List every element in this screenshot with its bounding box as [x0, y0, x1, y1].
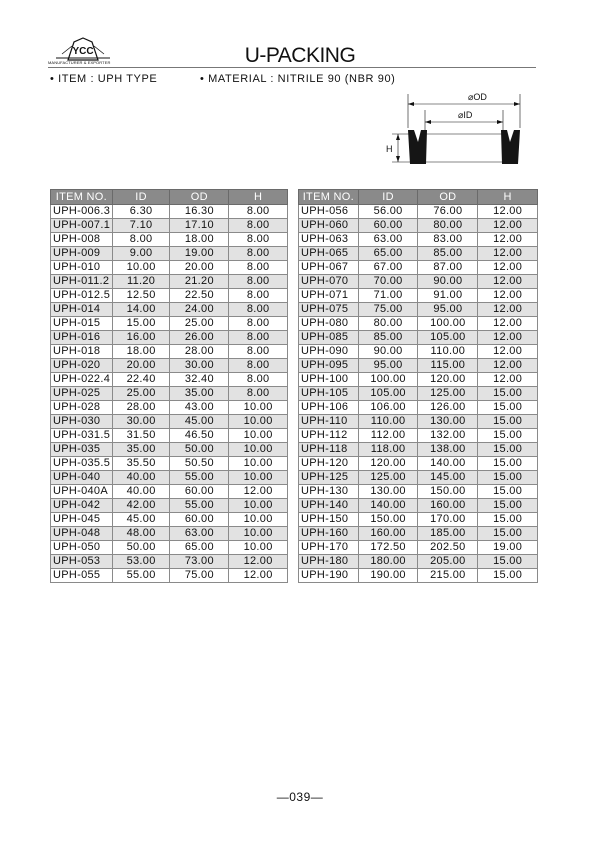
table-row: [51, 233, 288, 247]
item-no-cell: UPH-190: [299, 569, 359, 583]
table-row: [299, 541, 538, 555]
item-no-cell: UPH-015: [51, 317, 113, 331]
id-cell: 8.00: [112, 233, 170, 247]
h-cell: 8.00: [229, 345, 288, 359]
id-cell: 7.10: [112, 219, 170, 233]
item-no-cell: UPH-100: [299, 373, 359, 387]
h-cell: 12.00: [478, 261, 538, 275]
id-cell: 85.00: [358, 331, 418, 345]
id-cell: 53.00: [112, 555, 170, 569]
id-cell: 48.00: [112, 527, 170, 541]
h-cell: 12.00: [478, 205, 538, 219]
column-header-id: ID: [358, 190, 418, 205]
table-row: [51, 275, 288, 289]
id-cell: 11.20: [112, 275, 170, 289]
table-row: [299, 499, 538, 513]
table-row: [299, 289, 538, 303]
table-row: [299, 205, 538, 219]
item-no-cell: UPH-020: [51, 359, 113, 373]
table-row: [51, 359, 288, 373]
table-row: [299, 429, 538, 443]
h-cell: 19.00: [478, 541, 538, 555]
od-cell: 63.00: [170, 527, 229, 541]
table-row: [51, 289, 288, 303]
od-cell: 32.40: [170, 373, 229, 387]
od-cell: 76.00: [418, 205, 478, 219]
item-no-cell: UPH-010: [51, 261, 113, 275]
table-row: [299, 527, 538, 541]
od-cell: 35.00: [170, 387, 229, 401]
od-cell: 65.00: [170, 541, 229, 555]
h-cell: 12.00: [229, 555, 288, 569]
id-cell: 71.00: [358, 289, 418, 303]
u-packing-cross-section-diagram: [370, 88, 540, 178]
h-cell: 10.00: [229, 401, 288, 415]
table-row: [51, 317, 288, 331]
h-cell: 10.00: [229, 541, 288, 555]
item-no-cell: UPH-018: [51, 345, 113, 359]
table-row: [299, 415, 538, 429]
od-cell: 28.00: [170, 345, 229, 359]
id-cell: 40.00: [112, 471, 170, 485]
h-cell: 15.00: [478, 555, 538, 569]
item-no-cell: UPH-012.5: [51, 289, 113, 303]
table-row: [299, 569, 538, 583]
od-cell: 26.00: [170, 331, 229, 345]
table-row: [299, 275, 538, 289]
table-row: [299, 317, 538, 331]
item-no-cell: UPH-035.5: [51, 457, 113, 471]
item-type: • ITEM : UPH TYPE: [50, 73, 158, 85]
h-cell: 12.00: [478, 331, 538, 345]
item-no-cell: UPH-085: [299, 331, 359, 345]
h-cell: 12.00: [229, 569, 288, 583]
item-no-cell: UPH-130: [299, 485, 359, 499]
table-row: [51, 499, 288, 513]
table-row: [299, 331, 538, 345]
page-title: U-PACKING: [244, 44, 356, 67]
h-cell: 12.00: [478, 219, 538, 233]
h-cell: 10.00: [229, 499, 288, 513]
id-cell: 15.00: [112, 317, 170, 331]
id-cell: 56.00: [358, 205, 418, 219]
h-cell: 12.00: [478, 233, 538, 247]
item-no-cell: UPH-090: [299, 345, 359, 359]
id-cell: 55.00: [112, 569, 170, 583]
item-no-cell: UPH-045: [51, 513, 113, 527]
od-cell: 16.30: [170, 205, 229, 219]
table-row: [51, 261, 288, 275]
table-row: [299, 387, 538, 401]
item-no-cell: UPH-035: [51, 443, 113, 457]
od-cell: 50.00: [170, 443, 229, 457]
h-cell: 12.00: [478, 317, 538, 331]
item-no-cell: UPH-150: [299, 513, 359, 527]
h-cell: 8.00: [229, 303, 288, 317]
od-cell: 100.00: [418, 317, 478, 331]
h-cell: 8.00: [229, 219, 288, 233]
table-row: [299, 373, 538, 387]
id-cell: 63.00: [358, 233, 418, 247]
h-cell: 8.00: [229, 331, 288, 345]
od-cell: 25.00: [170, 317, 229, 331]
od-cell: 17.10: [170, 219, 229, 233]
od-cell: 91.00: [418, 289, 478, 303]
item-no-cell: UPH-040A: [51, 485, 113, 499]
table-row: [299, 401, 538, 415]
id-cell: 60.00: [358, 219, 418, 233]
id-cell: 112.00: [358, 429, 418, 443]
od-cell: 30.00: [170, 359, 229, 373]
table-header-row: [51, 190, 288, 205]
id-cell: 70.00: [358, 275, 418, 289]
od-cell: 80.00: [418, 219, 478, 233]
id-cell: 20.00: [112, 359, 170, 373]
column-header-h: H: [478, 190, 538, 205]
id-cell: 42.00: [112, 499, 170, 513]
item-no-cell: UPH-031.5: [51, 429, 113, 443]
od-cell: 45.00: [170, 415, 229, 429]
table-row: [299, 359, 538, 373]
h-cell: 10.00: [229, 513, 288, 527]
od-cell: 170.00: [418, 513, 478, 527]
item-no-cell: UPH-007.1: [51, 219, 113, 233]
h-cell: 12.00: [478, 275, 538, 289]
od-cell: 185.00: [418, 527, 478, 541]
item-no-cell: UPH-065: [299, 247, 359, 261]
h-cell: 15.00: [478, 387, 538, 401]
id-cell: 12.50: [112, 289, 170, 303]
column-header-h: H: [229, 190, 288, 205]
item-no-cell: UPH-170: [299, 541, 359, 555]
id-cell: 172.50: [358, 541, 418, 555]
h-cell: 10.00: [229, 471, 288, 485]
table-row: [51, 485, 288, 499]
table-row: [51, 247, 288, 261]
id-cell: 106.00: [358, 401, 418, 415]
table-row: [51, 569, 288, 583]
item-no-cell: UPH-118: [299, 443, 359, 457]
od-cell: 19.00: [170, 247, 229, 261]
h-cell: 10.00: [229, 457, 288, 471]
item-no-cell: UPH-055: [51, 569, 113, 583]
h-cell: 15.00: [478, 569, 538, 583]
size-table-right: [298, 189, 538, 583]
h-cell: 12.00: [229, 485, 288, 499]
item-no-cell: UPH-106: [299, 401, 359, 415]
table-row: [51, 527, 288, 541]
id-cell: 6.30: [112, 205, 170, 219]
od-cell: 115.00: [418, 359, 478, 373]
item-no-cell: UPH-071: [299, 289, 359, 303]
item-no-cell: UPH-053: [51, 555, 113, 569]
od-cell: 60.00: [170, 513, 229, 527]
table-row: [299, 513, 538, 527]
h-cell: 15.00: [478, 457, 538, 471]
item-no-cell: UPH-056: [299, 205, 359, 219]
table-row: [51, 387, 288, 401]
h-cell: 8.00: [229, 289, 288, 303]
item-no-cell: UPH-014: [51, 303, 113, 317]
item-no-cell: UPH-063: [299, 233, 359, 247]
id-cell: 14.00: [112, 303, 170, 317]
id-cell: 67.00: [358, 261, 418, 275]
od-cell: 138.00: [418, 443, 478, 457]
title-divider: [48, 67, 536, 68]
column-header-od: OD: [418, 190, 478, 205]
table-row: [299, 233, 538, 247]
od-cell: 130.00: [418, 415, 478, 429]
item-no-cell: UPH-095: [299, 359, 359, 373]
id-cell: 118.00: [358, 443, 418, 457]
id-cell: 40.00: [112, 485, 170, 499]
h-cell: 8.00: [229, 373, 288, 387]
table-row: [51, 429, 288, 443]
od-cell: 90.00: [418, 275, 478, 289]
item-no-cell: UPH-160: [299, 527, 359, 541]
od-cell: 105.00: [418, 331, 478, 345]
od-cell: 46.50: [170, 429, 229, 443]
id-cell: 22.40: [112, 373, 170, 387]
id-cell: 75.00: [358, 303, 418, 317]
item-no-cell: UPH-022.4: [51, 373, 113, 387]
od-cell: 126.00: [418, 401, 478, 415]
table-row: [51, 513, 288, 527]
item-no-cell: UPH-140: [299, 499, 359, 513]
item-no-cell: UPH-080: [299, 317, 359, 331]
h-cell: 8.00: [229, 387, 288, 401]
h-cell: 8.00: [229, 205, 288, 219]
od-cell: 132.00: [418, 429, 478, 443]
item-no-cell: UPH-040: [51, 471, 113, 485]
table-row: [299, 443, 538, 457]
item-no-cell: UPH-025: [51, 387, 113, 401]
table-row: [299, 247, 538, 261]
id-cell: 180.00: [358, 555, 418, 569]
table-row: [51, 555, 288, 569]
h-cell: 15.00: [478, 443, 538, 457]
od-cell: 87.00: [418, 261, 478, 275]
od-cell: 73.00: [170, 555, 229, 569]
od-cell: 43.00: [170, 401, 229, 415]
id-cell: 35.50: [112, 457, 170, 471]
logo-text: YCC: [72, 46, 94, 57]
table-row: [299, 555, 538, 569]
h-cell: 8.00: [229, 275, 288, 289]
id-cell: 150.00: [358, 513, 418, 527]
id-cell: 95.00: [358, 359, 418, 373]
item-no-cell: UPH-075: [299, 303, 359, 317]
od-cell: 125.00: [418, 387, 478, 401]
h-cell: 12.00: [478, 345, 538, 359]
table-row: [299, 303, 538, 317]
table-row: [299, 485, 538, 499]
id-cell: 100.00: [358, 373, 418, 387]
id-cell: 9.00: [112, 247, 170, 261]
od-cell: 55.00: [170, 499, 229, 513]
h-cell: 10.00: [229, 415, 288, 429]
od-cell: 160.00: [418, 499, 478, 513]
table-row: [51, 373, 288, 387]
item-no-cell: UPH-120: [299, 457, 359, 471]
id-cell: 125.00: [358, 471, 418, 485]
column-header-id: ID: [112, 190, 170, 205]
h-cell: 15.00: [478, 513, 538, 527]
h-cell: 12.00: [478, 289, 538, 303]
h-cell: 15.00: [478, 485, 538, 499]
item-no-cell: UPH-060: [299, 219, 359, 233]
id-cell: 110.00: [358, 415, 418, 429]
h-cell: 15.00: [478, 471, 538, 485]
id-cell: 30.00: [112, 415, 170, 429]
id-cell: 130.00: [358, 485, 418, 499]
table-row: [51, 303, 288, 317]
table-row: [51, 457, 288, 471]
h-cell: 8.00: [229, 247, 288, 261]
table-row: [299, 345, 538, 359]
id-label: ⌀ID: [458, 110, 473, 120]
id-cell: 16.00: [112, 331, 170, 345]
od-cell: 75.00: [170, 569, 229, 583]
table-row: [299, 457, 538, 471]
table-row: [51, 443, 288, 457]
column-header-od: OD: [170, 190, 229, 205]
od-label: ⌀OD: [468, 92, 487, 102]
h-cell: 8.00: [229, 317, 288, 331]
column-header-item-no: ITEM NO.: [299, 190, 359, 205]
column-header-item-no: ITEM NO.: [51, 190, 113, 205]
size-table-left: [50, 189, 288, 583]
item-no-cell: UPH-180: [299, 555, 359, 569]
h-cell: 8.00: [229, 359, 288, 373]
id-cell: 28.00: [112, 401, 170, 415]
table-row: [299, 471, 538, 485]
table-row: [299, 219, 538, 233]
item-no-cell: UPH-028: [51, 401, 113, 415]
table-row: [51, 219, 288, 233]
h-cell: 10.00: [229, 429, 288, 443]
od-cell: 95.00: [418, 303, 478, 317]
id-cell: 10.00: [112, 261, 170, 275]
item-no-cell: UPH-030: [51, 415, 113, 429]
h-cell: 12.00: [478, 303, 538, 317]
item-no-cell: UPH-008: [51, 233, 113, 247]
table-row: [51, 401, 288, 415]
h-cell: 12.00: [478, 373, 538, 387]
item-no-cell: UPH-050: [51, 541, 113, 555]
od-cell: 55.00: [170, 471, 229, 485]
item-no-cell: UPH-112: [299, 429, 359, 443]
h-cell: 15.00: [478, 415, 538, 429]
id-cell: 80.00: [358, 317, 418, 331]
id-cell: 105.00: [358, 387, 418, 401]
h-cell: 10.00: [229, 443, 288, 457]
od-cell: 215.00: [418, 569, 478, 583]
id-cell: 120.00: [358, 457, 418, 471]
h-cell: 15.00: [478, 429, 538, 443]
table-row: [51, 471, 288, 485]
h-cell: 15.00: [478, 401, 538, 415]
page-number: —039—: [276, 790, 324, 804]
table-row: [51, 205, 288, 219]
item-no-cell: UPH-011.2: [51, 275, 113, 289]
h-cell: 10.00: [229, 527, 288, 541]
od-cell: 150.00: [418, 485, 478, 499]
od-cell: 21.20: [170, 275, 229, 289]
od-cell: 202.50: [418, 541, 478, 555]
od-cell: 24.00: [170, 303, 229, 317]
id-cell: 65.00: [358, 247, 418, 261]
id-cell: 18.00: [112, 345, 170, 359]
h-cell: 15.00: [478, 499, 538, 513]
od-cell: 50.50: [170, 457, 229, 471]
h-cell: 8.00: [229, 261, 288, 275]
table-row: [51, 331, 288, 345]
id-cell: 50.00: [112, 541, 170, 555]
id-cell: 45.00: [112, 513, 170, 527]
item-no-cell: UPH-009: [51, 247, 113, 261]
item-no-cell: UPH-105: [299, 387, 359, 401]
table-row: [51, 415, 288, 429]
id-cell: 140.00: [358, 499, 418, 513]
item-no-cell: UPH-110: [299, 415, 359, 429]
h-label: H: [386, 144, 393, 154]
id-cell: 90.00: [358, 345, 418, 359]
od-cell: 83.00: [418, 233, 478, 247]
item-no-cell: UPH-016: [51, 331, 113, 345]
od-cell: 20.00: [170, 261, 229, 275]
material: • MATERIAL : NITRILE 90 (NBR 90): [200, 73, 396, 85]
h-cell: 15.00: [478, 527, 538, 541]
item-no-cell: UPH-070: [299, 275, 359, 289]
item-no-cell: UPH-125: [299, 471, 359, 485]
od-cell: 120.00: [418, 373, 478, 387]
id-cell: 160.00: [358, 527, 418, 541]
od-cell: 205.00: [418, 555, 478, 569]
h-cell: 12.00: [478, 247, 538, 261]
id-cell: 31.50: [112, 429, 170, 443]
od-cell: 85.00: [418, 247, 478, 261]
table-row: [51, 345, 288, 359]
item-no-cell: UPH-048: [51, 527, 113, 541]
table-row: [51, 541, 288, 555]
h-cell: 8.00: [229, 233, 288, 247]
logo-tagline: MANUFACTURER & EXPORTER: [48, 60, 111, 65]
item-no-cell: UPH-042: [51, 499, 113, 513]
od-cell: 145.00: [418, 471, 478, 485]
od-cell: 110.00: [418, 345, 478, 359]
id-cell: 35.00: [112, 443, 170, 457]
item-no-cell: UPH-067: [299, 261, 359, 275]
od-cell: 140.00: [418, 457, 478, 471]
od-cell: 60.00: [170, 485, 229, 499]
h-cell: 12.00: [478, 359, 538, 373]
od-cell: 22.50: [170, 289, 229, 303]
item-no-cell: UPH-006.3: [51, 205, 113, 219]
table-row: [299, 261, 538, 275]
od-cell: 18.00: [170, 233, 229, 247]
id-cell: 190.00: [358, 569, 418, 583]
id-cell: 25.00: [112, 387, 170, 401]
table-header-row: [299, 190, 538, 205]
